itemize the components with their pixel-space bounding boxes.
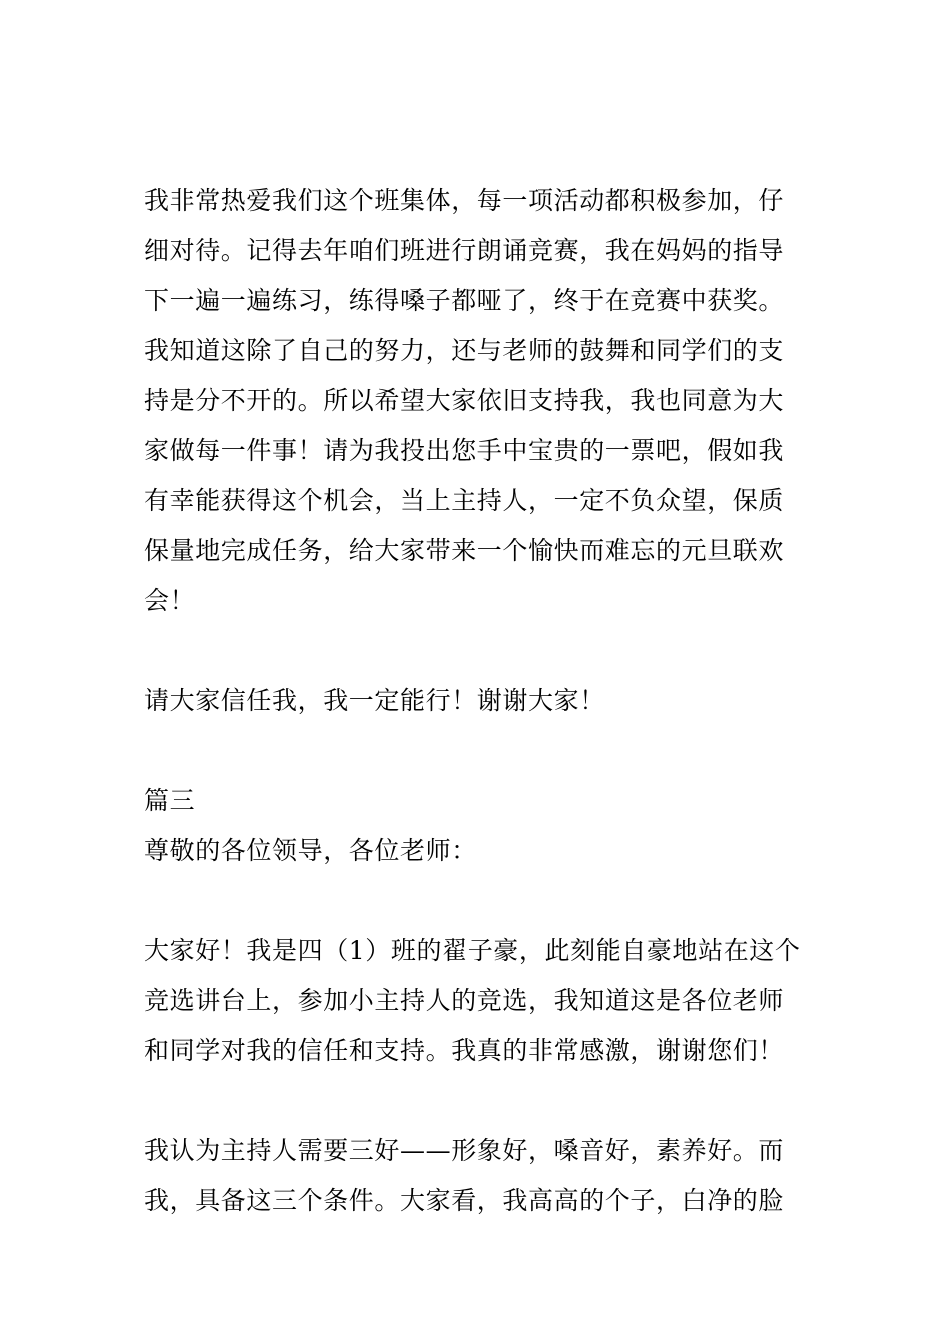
- text-line: 家做每一件事！请为我投出您手中宝贵的一票吧，假如我: [144, 436, 785, 465]
- paragraph-4: [144, 1126, 814, 1226]
- text-line: 细对待。记得去年咱们班进行朗诵竞赛，我在妈妈的指导: [144, 236, 785, 265]
- paragraph-3: [144, 926, 814, 1076]
- text-line: 保量地完成任务，给大家带来一个愉快而难忘的元旦联欢: [144, 536, 785, 565]
- text-line: 我知道这除了自己的努力，还与老师的鼓舞和同学们的支: [144, 336, 785, 365]
- paragraph-spacer: [144, 1076, 814, 1126]
- text-line: 我，具备这三个条件。大家看，我高高的个子，白净的脸: [144, 1186, 785, 1215]
- paragraph-2: [144, 676, 814, 726]
- text-line: 和同学对我的信任和支持。我真的非常感激，谢谢您们！: [144, 1036, 785, 1065]
- text-line: 大家好！我是四（1）班的翟子豪，此刻能自豪地站在这个: [144, 936, 801, 965]
- text-line: 持是分不开的。所以希望大家依旧支持我，我也同意为大: [144, 386, 785, 415]
- text-line: 请大家信任我，我一定能行！谢谢大家！: [144, 686, 605, 715]
- document-body: [144, 176, 814, 1226]
- paragraph-spacer: [144, 876, 814, 926]
- text-line: 我非常热爱我们这个班集体，每一项活动都积极参加，仔: [144, 186, 785, 215]
- text-line: 会！: [144, 586, 196, 615]
- text-line: 竞选讲台上，参加小主持人的竞选，我知道这是各位老师: [144, 986, 785, 1015]
- text-line: 我认为主持人需要三好——形象好，嗓音好，素养好。而: [144, 1136, 785, 1165]
- salutation: 尊敬的各位领导，各位老师：: [144, 836, 477, 865]
- paragraph-1: [144, 176, 814, 626]
- paragraph-spacer: [144, 726, 814, 776]
- section-title: 篇三: [144, 786, 196, 815]
- paragraph-spacer: [144, 626, 814, 676]
- text-line: 下一遍一遍练习，练得嗓子都哑了，终于在竞赛中获奖。: [144, 286, 785, 315]
- text-line: 有幸能获得这个机会，当上主持人，一定不负众望，保质: [144, 486, 785, 515]
